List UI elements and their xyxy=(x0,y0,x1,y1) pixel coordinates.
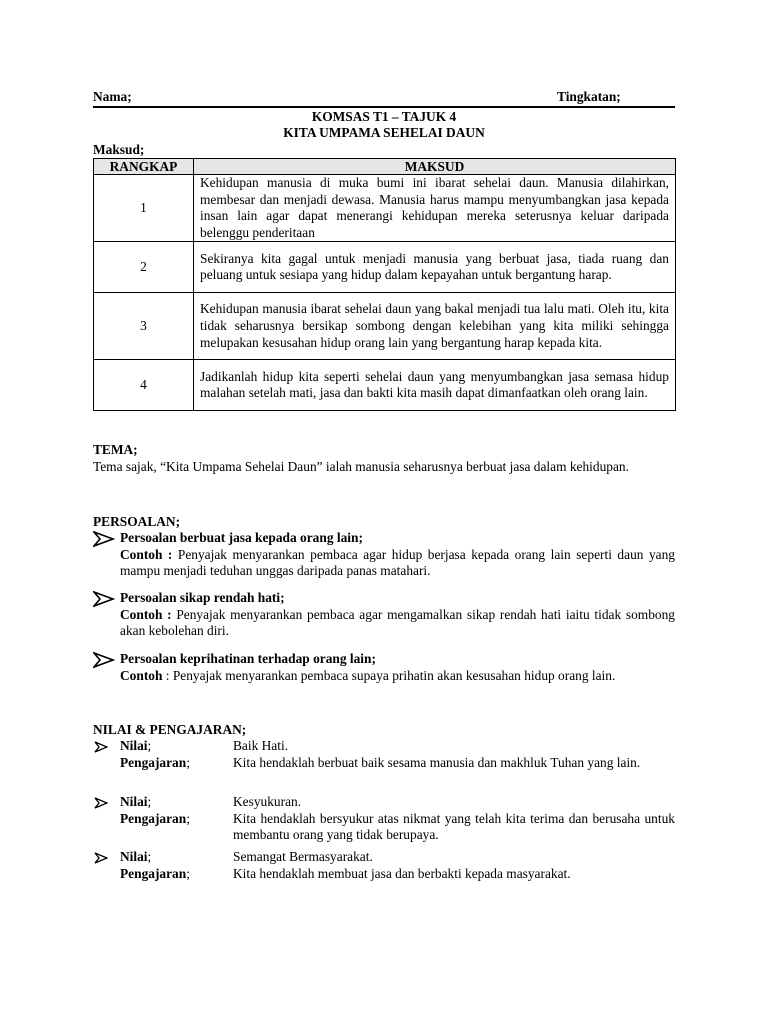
contoh-paragraph xyxy=(120,607,675,640)
maksud-label: Maksud; xyxy=(93,142,145,157)
contoh-label: Contoh xyxy=(120,667,163,683)
tingkatan-label: Tingkatan; xyxy=(557,89,621,104)
persoalan-title: Persoalan sikap rendah hati; xyxy=(120,590,285,605)
maksud-header: MAKSUD xyxy=(194,159,676,175)
pengajaran-value: Kita hendaklah bersyukur atas nikmat yang telah kita terima dan berusaha untuk membantu orang yang tidak berupaya. xyxy=(233,810,675,843)
tema-text: Tema sajak, “Kita Umpama Sehelai Daun” ialah manusia seharusnya berbuat jasa dalam kehidupan. xyxy=(93,459,629,474)
maksud-cell: Kehidupan manusia ibarat sehelai daun yang bakal menjadi tua lalu mati. Oleh itu, kita tidak seharusnya bersikap sombong dengan kelebihan yang kita miliki sehingga melupakan kesusahan hidup orang lain yang bergantung harap kepada kita. xyxy=(194,293,676,360)
maksud-cell: Jadikanlah hidup kita seperti sehelai daun yang menyumbangkan jasa semasa hidup malahan setelah mati, jasa dan bakti kita masih dapat dimanfaatkan oleh orang lain. xyxy=(194,360,676,411)
nilai-item xyxy=(93,738,675,771)
rangkap-cell: 4 xyxy=(94,360,194,411)
persoalan-heading: PERSOALAN; xyxy=(93,514,181,529)
contoh-text: Penyajak menyarankan pembaca agar mengamalkan sikap rendah hati iaitu tidak sombong akan kebolehan diri. xyxy=(120,606,675,639)
nilai-label: Nilai; xyxy=(120,738,152,753)
nilai-label: Nilai; xyxy=(120,849,152,864)
pengajaran-value: Kita hendaklah berbuat baik sesama manusia dan makhluk Tuhan yang lain. xyxy=(233,754,641,770)
pengajaran-label: Pengajaran; xyxy=(120,810,190,826)
table-row xyxy=(94,242,676,293)
table-row xyxy=(94,293,676,360)
nilai-value: Baik Hati. xyxy=(233,738,289,753)
persoalan-item xyxy=(93,530,675,580)
nilai-item xyxy=(93,849,675,882)
nama-label: Nama; xyxy=(93,89,132,104)
contoh-text: : Penyajak menyarankan pembaca supaya prihatin akan kesusahan hidup orang lain. xyxy=(162,667,616,683)
arrowhead-bullet-icon xyxy=(93,651,115,669)
tema-heading: TEMA; xyxy=(93,442,138,457)
pengajaran-label: Pengajaran; xyxy=(120,754,190,770)
contoh-label: Contoh : xyxy=(120,606,172,622)
pengajaran-label: Pengajaran; xyxy=(120,865,190,881)
title-line-1: KOMSAS T1 – TAJUK 4 xyxy=(311,109,457,124)
nilai-item xyxy=(93,794,675,844)
nilai-heading: NILAI & PENGAJARAN; xyxy=(93,722,247,737)
rangkap-cell: 1 xyxy=(94,175,194,242)
title-line-2: KITA UMPAMA SEHELAI DAUN xyxy=(283,125,485,140)
maksud-table xyxy=(93,158,676,411)
table-row xyxy=(94,360,676,411)
table-header-row xyxy=(94,159,676,175)
contoh-paragraph xyxy=(120,668,675,685)
rangkap-header: RANGKAP xyxy=(94,159,194,175)
persoalan-title: Persoalan keprihatinan terhadap orang lain; xyxy=(120,651,376,666)
nilai-value: Semangat Bermasyarakat. xyxy=(233,849,373,864)
arrowhead-bullet-icon xyxy=(93,530,115,548)
maksud-cell: Sekiranya kita gagal untuk menjadi manusia yang berbuat jasa, tiada ruang dan peluang untuk sesiapa yang hidup dalam kepayahan untuk bergantung harap. xyxy=(194,242,676,293)
rangkap-cell: 2 xyxy=(94,242,194,293)
persoalan-item xyxy=(93,651,675,684)
header-line xyxy=(93,89,675,108)
table-row xyxy=(94,175,676,242)
nilai-value: Kesyukuran. xyxy=(233,794,302,809)
persoalan-item xyxy=(93,590,675,640)
contoh-text: Penyajak menyarankan pembaca agar hidup berjasa kepada orang lain seperti daun yang mampu menjadi teduhan unggas daripada panas matahari. xyxy=(120,546,675,579)
persoalan-title: Persoalan berbuat jasa kepada orang lain; xyxy=(120,530,363,545)
contoh-paragraph xyxy=(120,547,675,580)
nilai-label: Nilai; xyxy=(120,794,152,809)
contoh-label: Contoh : xyxy=(120,546,173,562)
pengajaran-value: Kita hendaklah membuat jasa dan berbakti kepada masyarakat. xyxy=(233,865,571,881)
maksud-cell: Kehidupan manusia di muka bumi ini ibarat sehelai daun. Manusia dilahirkan, membesar dan menjadi dewasa. Manusia harus mampu menyumbangkan jasa kepada insan lain agar dapat menerangi kehidupan mereka seterusnya keluar daripada belenggu penderitaan xyxy=(194,175,676,242)
rangkap-cell: 3 xyxy=(94,293,194,360)
arrowhead-bullet-icon xyxy=(93,590,115,608)
